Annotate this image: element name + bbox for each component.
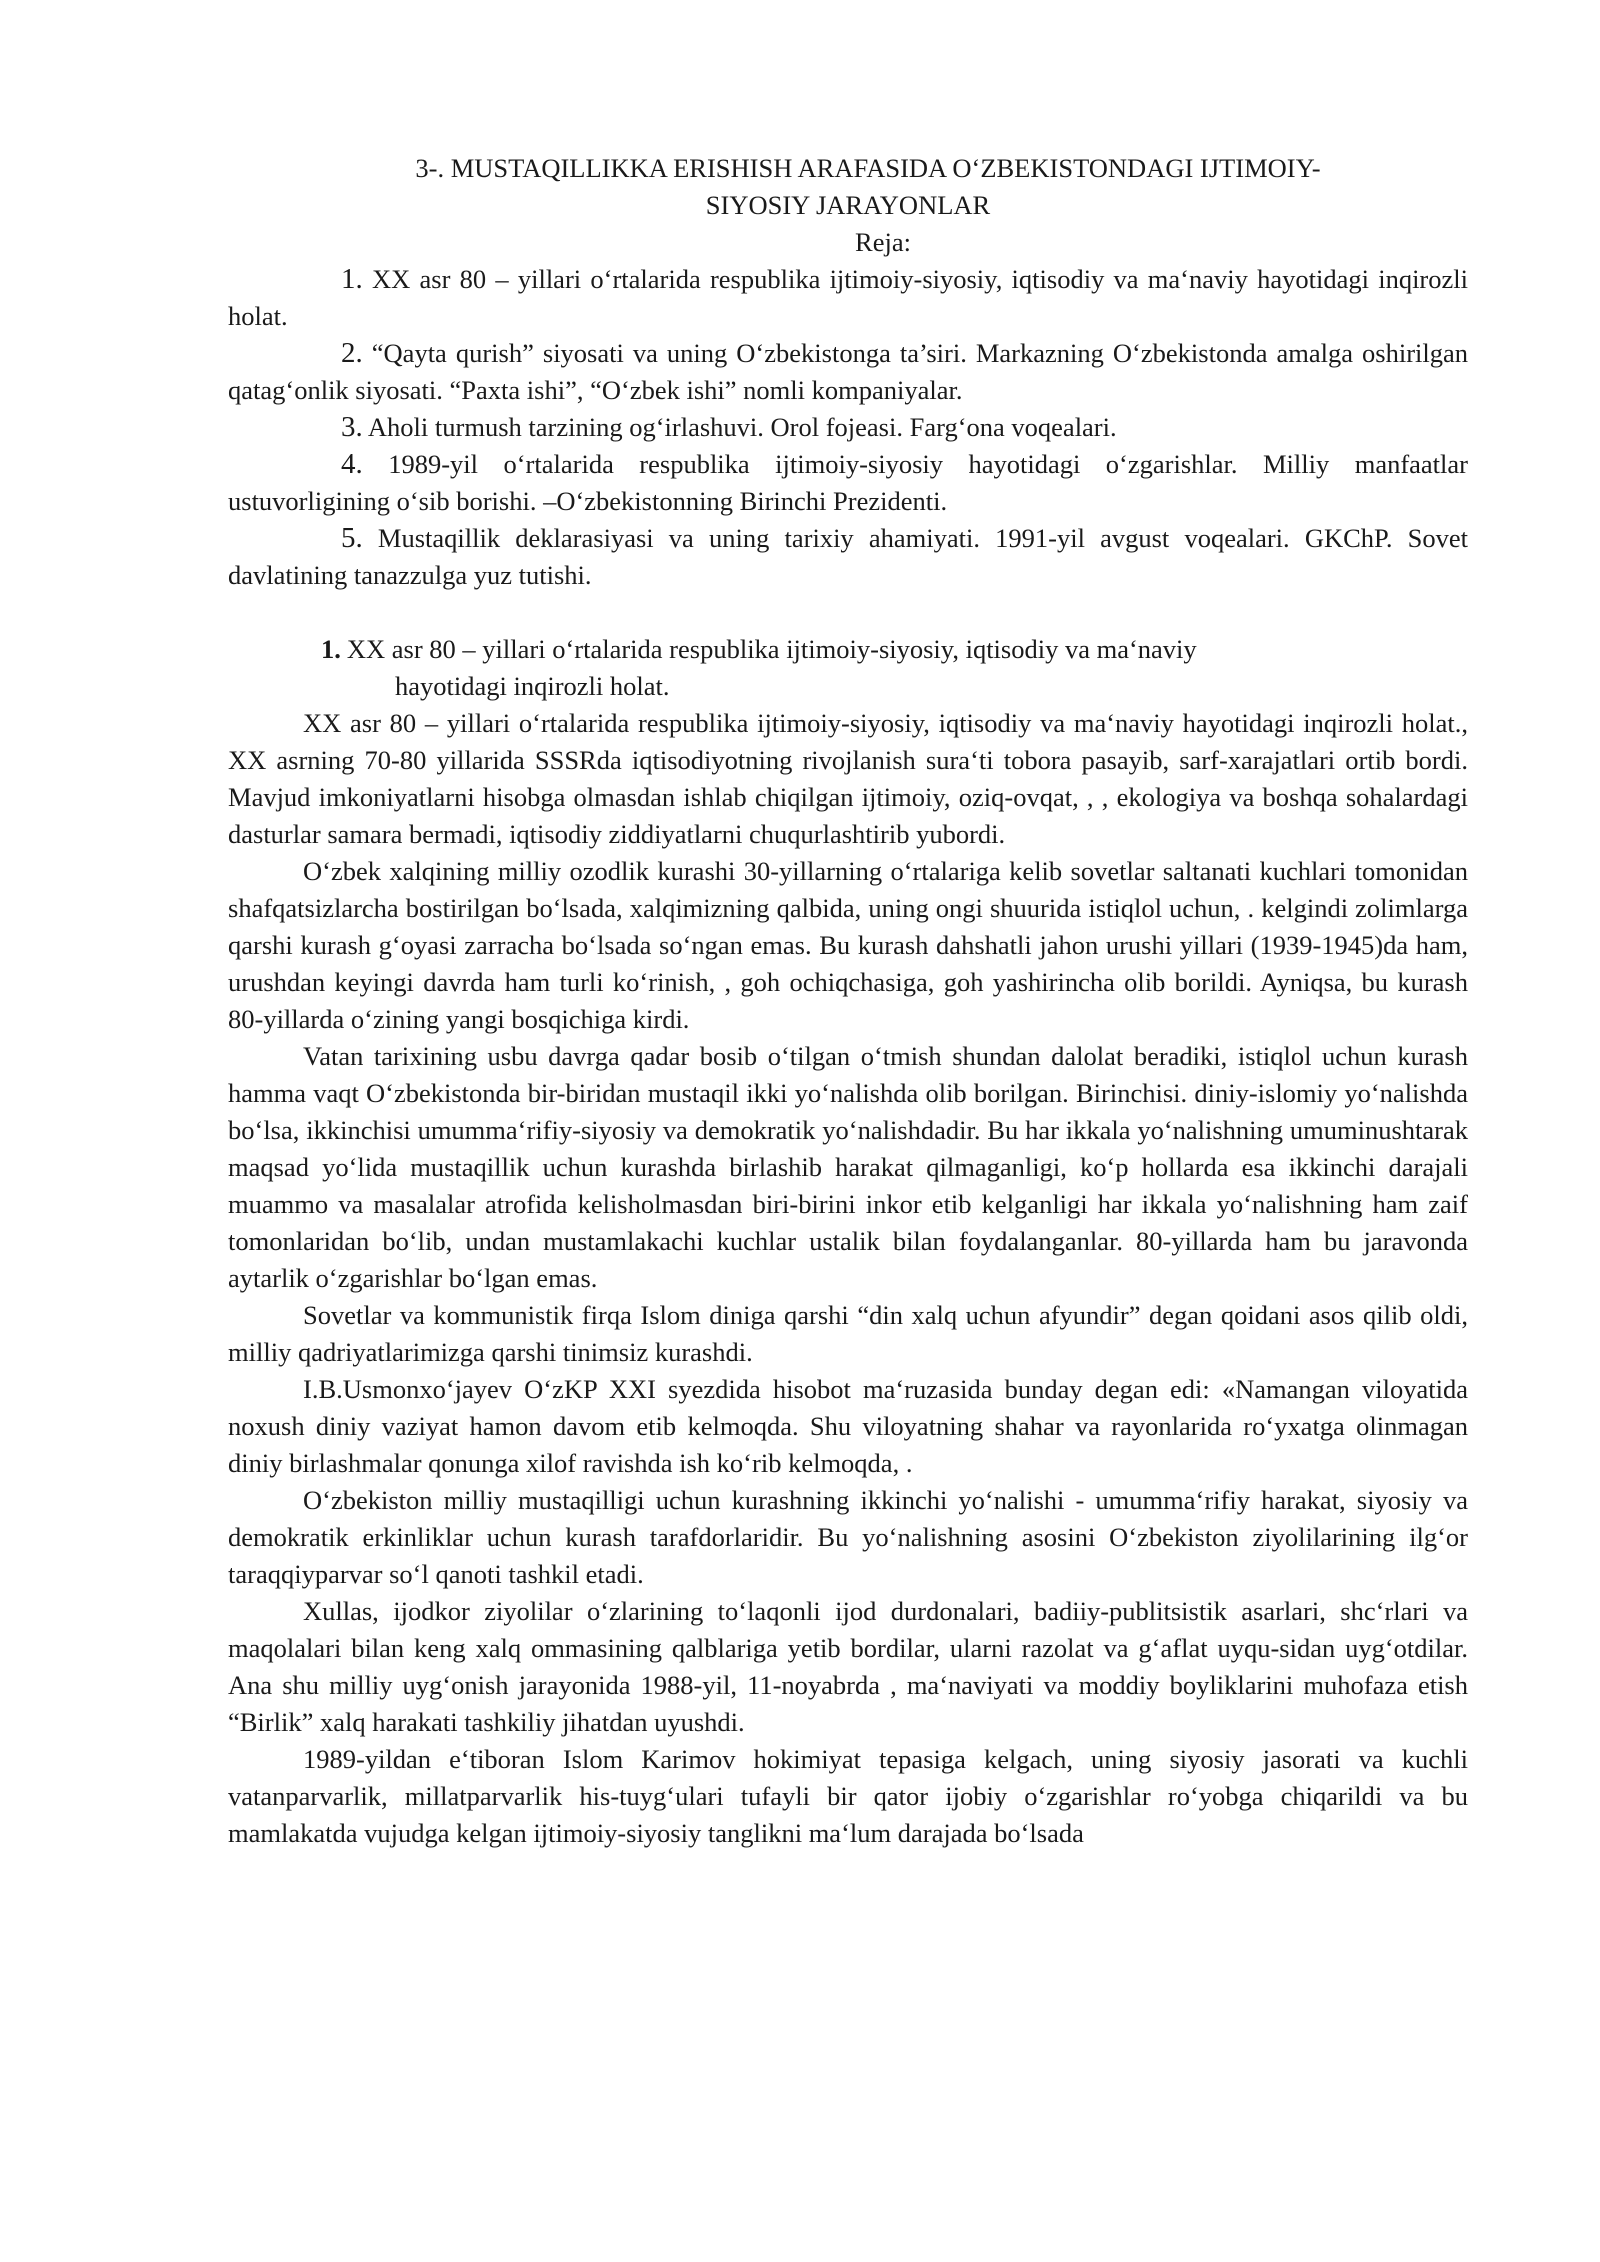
plan-item-text: XX asr 80 – yillari o‘rtalarida respublika ijtimoiy-siyosiy, iqtisodiy va ma‘naviy hayotidagi inqirozli holat. [228,264,1468,331]
document-title [228,150,1468,224]
plan-item-number: 5. [341,522,363,554]
plan-item [228,335,1468,409]
plan-item [228,409,1468,446]
paragraph: Vatan tarixining usbu davrga qadar bosib o‘tilgan o‘tmish shundan dalolat beradiki, istiqlol uchun kurash hamma vaqt O‘zbekistonda bir-biridan mustaqil ikki yo‘nalishda olib borilgan. Birinchisi. diniy-islomiy yo‘nalishda bo‘lsa, ikkinchisi umumma‘rifiy-siyosiy va demokratik yo‘nalishdadir. Bu har ikkala yo‘nalishning umuminushtarak maqsad yo‘lida mustaqillik uchun kurashda birlashib harakat qilmaganligi, ko‘p hollarda esa ikkinchi darajali muammo va masalalar atrofida kelisholmasdan biri-birini inkor etib kelganligi har ikkala yo‘nalishning ham zaif tomonlaridan bo‘lib, undan mustamlakachi kuchlar ustalik bilan foydalanganlar. 80-yillarda ham bu jaravonda aytarlik o‘zgarishlar bo‘lgan emas. [228,1041,1468,1293]
paragraph: O‘zbek xalqining milliy ozodlik kurashi 30-yillarning o‘rtalariga kelib sovetlar saltanati kuchlari tomonidan shafqatsizlarcha bostirilgan bo‘lsada, xalqimizning qalbida, uning ongi shuurida istiqlol uchun, . kelgindi zolimlarga qarshi kurash g‘oyasi zarracha bo‘lsada so‘ngan emas. Bu kurash dahshatli jahon urushi yillari (1939-1945)da ham, urushdan keyingi davrda ham turli ko‘rinish, , goh ochiqchasiga, goh yashirincha olib borildi. Ayniqsa, bu kurash 80-yillarda o‘zining yangi bosqichiga kirdi. [228,856,1468,1034]
plan-item-text: 1989-yil o‘rtalarida respublika ijtimoiy-siyosiy hayotidagi o‘zgarishlar. Milliy manfaatlar ustuvorligining o‘sib borishi. –O‘zbekistonning Birinchi Prezidenti. [228,449,1468,516]
plan-item-number: 2. [341,337,363,369]
paragraph: XX asr 80 – yillari o‘rtalarida respublika ijtimoiy-siyosiy, iqtisodiy va ma‘naviy hayotidagi inqirozli holat., XX asrning 70-80 yillarida SSSRda iqtisodiyotning rivojlanish sura‘ti tobora pasayib, sarf-xarajatlari ortib bordi. Mavjud imkoniyatlarni hisobga olmasdan ishlab chiqilgan ijtimoiy, oziq-ovqat, , , ekologiya va boshqa sohalardagi dasturlar samara bermadi, iqtisodiy ziddiyatlarni chuqurlashtirib yubordi. [228,708,1468,849]
plan-item [228,261,1468,335]
plan-item-number: 4. [341,448,363,480]
plan-item-text: Aholi turmush tarzining og‘irlashuvi. Orol fojeasi. Farg‘ona voqealari. [367,412,1117,442]
plan-list [228,261,1468,594]
section-heading [228,631,1468,705]
plan-label: Reja: [855,227,911,257]
section-heading-line-1: XX asr 80 – yillari o‘rtalarida respublika ijtimoiy-siyosiy, iqtisodiy va ma‘naviy [346,634,1197,664]
document-content [228,150,1468,1852]
section-heading-line-2: hayotidagi inqirozli holat. [395,671,670,701]
title-line-2: SIYOSIY JARAYONLAR [705,190,991,220]
plan-item-number: 3. [341,411,363,443]
plan-item-text: “Qayta qurish” siyosati va uning O‘zbekistonga ta’siri. Markazning O‘zbekistonda amalga oshirilgan qatag‘onlik siyosati. “Paxta ishi”, “O‘zbek ishi” nomli kompaniyalar. [228,338,1469,405]
paragraph: Sovetlar va kommunistik firqa Islom diniga qarshi “din xalq uchun afyundir” degan qoidani asos qilib oldi, milliy qadriyatlarimizga qarshi tinimsiz kurashdi. [228,1300,1468,1367]
title-line-1: 3-. MUSTAQILLIKKA ERISHISH ARAFASIDA O‘ZBEKISTONDAGI IJTIMOIY- [415,153,1321,183]
section-number: 1. [321,634,341,664]
plan-item-text: Mustaqillik deklarasiyasi va uning tarixiy ahamiyati. 1991-yil avgust voqealari. GKChP. Sovet davlatining tanazzulga yuz tutishi. [228,523,1468,590]
paragraph: I.B.Usmonxo‘jayev O‘zKP XXI syezdida hisobot ma‘ruzasida bunday degan edi: «Namangan viloyatida noxush diniy vaziyat hamon davom etib kelmoqda. Shu viloyatning shahar va rayonlarida ro‘yxatga olinmagan diniy birlashmalar qonunga xilof ravishda ish ko‘rib kelmoqda, . [228,1374,1468,1478]
plan-item-number: 1. [341,263,363,295]
paragraph: Xullas, ijodkor ziyolilar o‘zlarining to‘laqonli ijod durdonalari, badiiy-publitsistik asarlari, shc‘rlari va maqolalari bilan keng xalq ommasining qalblariga yetib bordilar, ularni razolat va g‘aflat uyqu-sidan uyg‘otdilar. Ana shu milliy uyg‘onish jarayonida 1988-yil, 11-noyabrda , ma‘naviyati va moddiy boyliklarini muhofaza etish “Birlik” xalq harakati tashkiliy jihatdan uyushdi. [228,1596,1468,1737]
paragraph: 1989-yildan e‘tiboran Islom Karimov hokimiyat tepasiga kelgach, uning siyosiy jasorati va kuchli vatanparvarlik, millatparvarlik his-tuyg‘ulari tufayli bir qator ijobiy o‘zgarishlar ro‘yobga chiqarildi va bu mamlakatda vujudga kelgan ijtimoiy-siyosiy tanglikni ma‘lum darajada bo‘lsada [228,1744,1468,1848]
plan-item [228,520,1468,594]
paragraph: O‘zbekiston milliy mustaqilligi uchun kurashning ikkinchi yo‘nalishi - umumma‘rifiy harakat, siyosiy va demokratik erkinliklar uchun kurash tarafdorlaridir. Bu yo‘nalishning asosini O‘zbekiston ziyolilarining ilg‘or taraqqiyparvar so‘l qanoti tashkil etadi. [228,1485,1468,1589]
body-text [228,705,1468,1852]
plan-item [228,446,1468,520]
